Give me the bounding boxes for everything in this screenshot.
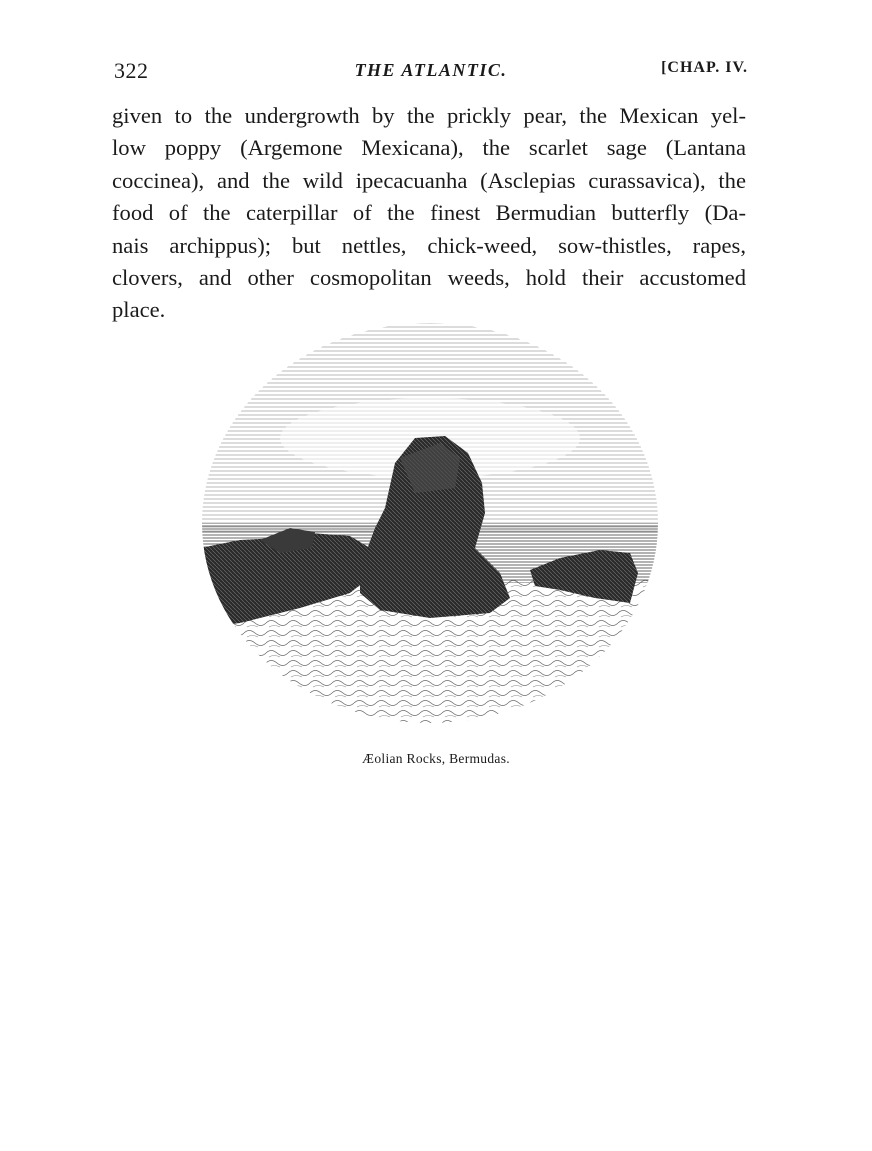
text-line: given to the undergrowth by the prickly pear, the Mexican yel- — [112, 103, 746, 128]
engraving-illustration — [200, 318, 660, 728]
text-line: food of the caterpillar of the finest Bermudian butterfly (Da- — [112, 200, 746, 226]
aeolian-rocks-engraving — [200, 318, 660, 728]
page-number: 322 — [114, 58, 149, 83]
text-line: low poppy (Argemone Mexicana), the scarlet sage (Lantana — [112, 135, 746, 161]
text-line: place. — [112, 297, 166, 323]
text-line: clovers, and other cosmopolitan weeds, hold their accustomed — [112, 265, 746, 291]
text-line: coccinea), and the wild ipecacuanha (Asclepias curassavica), the — [112, 167, 746, 193]
chapter-marker: [CHAP. IV. — [661, 59, 748, 76]
text-line: nais archippus); but nettles, chick-weed, sow-thistles, rapes, — [112, 232, 746, 258]
figure-caption: Æolian Rocks, Bermudas. — [362, 751, 510, 766]
running-header — [114, 58, 748, 88]
running-title: THE ATLANTIC. — [354, 60, 508, 80]
body-paragraph — [112, 100, 746, 327]
